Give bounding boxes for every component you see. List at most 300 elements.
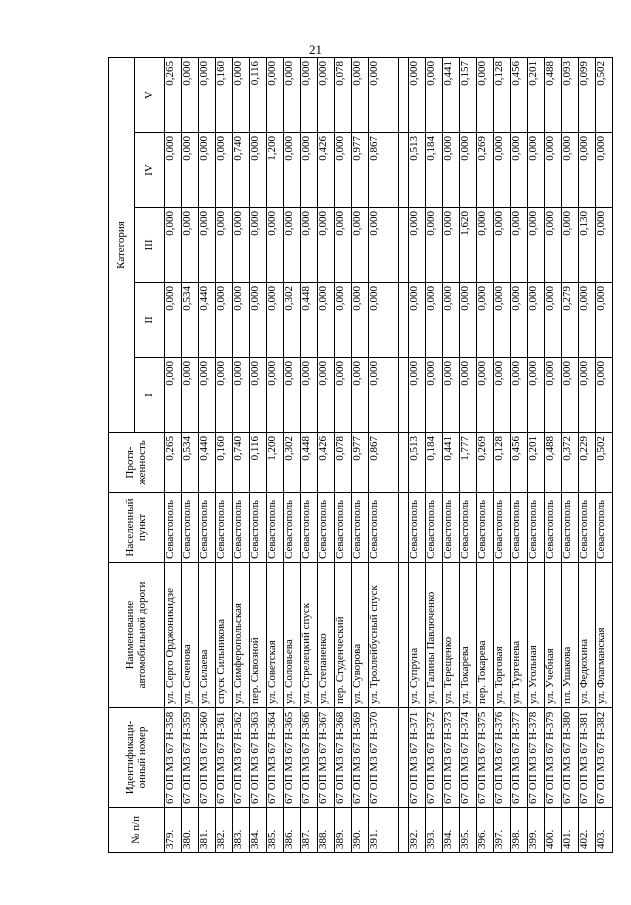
row-cat-4: 0,000 (460, 133, 477, 208)
row-cat-2: 0,000 (426, 283, 443, 358)
row-number: 393. (426, 808, 443, 853)
row-cat-3: 0,000 (596, 208, 613, 283)
row-length: 0,502 (596, 433, 613, 493)
row-cat-4: 0,000 (165, 133, 182, 208)
row-cat-1: 0,000 (284, 358, 301, 433)
row-road-name: пер. Сквозной (250, 563, 267, 708)
row-number: 388. (318, 808, 335, 853)
row-number: 400. (545, 808, 562, 853)
gap-cell (399, 57, 409, 132)
row-settlement: Севастополь (352, 493, 369, 563)
row-cat-1: 0,000 (528, 358, 545, 433)
row-cat-2: 0,440 (199, 283, 216, 358)
row-road-name: ул. Галины Павлюченко (426, 563, 443, 708)
row-settlement: Севастополь (267, 493, 284, 563)
row-cat-1: 0,000 (369, 358, 399, 433)
row-road-name: ул. Учебная (545, 563, 562, 708)
row-cat-3: 0,000 (301, 208, 318, 283)
row-number: 402. (579, 808, 596, 853)
row-length: 1,777 (460, 433, 477, 493)
row-settlement: Севастополь (562, 493, 579, 563)
row-road-name: ул. Серго Орджоникидзе (165, 563, 182, 708)
row-identifier: 67 ОП М3 67 Н-376 (494, 708, 511, 808)
table-body (165, 57, 613, 852)
row-length: 0,740 (233, 433, 250, 493)
row-length: 0,116 (250, 433, 267, 493)
row-cat-4: 0,000 (596, 133, 613, 208)
row-settlement: Севастополь (165, 493, 182, 563)
row-cat-1: 0,000 (596, 358, 613, 433)
row-cat-5: 0,265 (165, 57, 182, 132)
row-road-name: ул. Терещенко (443, 563, 460, 708)
row-cat-5: 0,502 (596, 57, 613, 132)
table-row (443, 57, 460, 852)
gap-cell (399, 133, 409, 208)
row-settlement: Севастополь (511, 493, 528, 563)
row-cat-3: 0,000 (165, 208, 182, 283)
table-row (494, 57, 511, 852)
row-cat-1: 0,000 (301, 358, 318, 433)
row-identifier: 67 ОП М3 67 Н-372 (426, 708, 443, 808)
row-road-name: пер. Токарева (477, 563, 494, 708)
row-cat-3: 0,000 (528, 208, 545, 283)
row-cat-2: 0,000 (216, 283, 233, 358)
row-road-name: ул. Степаненко (318, 563, 335, 708)
row-cat-5: 0,000 (301, 57, 318, 132)
row-cat-1: 0,000 (545, 358, 562, 433)
table-row (250, 57, 267, 852)
row-cat-1: 0,000 (477, 358, 494, 433)
row-cat-2: 0,000 (596, 283, 613, 358)
table-row (165, 57, 182, 852)
row-cat-2: 0,000 (267, 283, 284, 358)
row-identifier: 67 ОП М3 67 Н-373 (443, 708, 460, 808)
row-settlement: Севастополь (409, 493, 426, 563)
row-length: 0,372 (562, 433, 579, 493)
table-row (511, 57, 528, 852)
row-length: 1,200 (267, 433, 284, 493)
row-cat-4: 0,000 (579, 133, 596, 208)
row-length: 0,488 (545, 433, 562, 493)
row-identifier: 67 ОП М3 67 Н-377 (511, 708, 528, 808)
row-cat-4: 0,000 (216, 133, 233, 208)
row-cat-3: 0,000 (267, 208, 284, 283)
row-cat-5: 0,078 (335, 57, 352, 132)
row-length: 0,078 (335, 433, 352, 493)
row-settlement: Севастополь (233, 493, 250, 563)
row-cat-5: 0,000 (284, 57, 301, 132)
row-settlement: Севастополь (335, 493, 352, 563)
row-cat-2: 0,000 (494, 283, 511, 358)
table-row (267, 57, 284, 852)
row-length: 0,534 (182, 433, 199, 493)
header-num: № п/п (109, 808, 165, 853)
table-row (301, 57, 318, 852)
row-length: 0,441 (443, 433, 460, 493)
header-cat-1: I (135, 358, 165, 433)
row-identifier: 67 ОП М3 67 Н-363 (250, 708, 267, 808)
row-length: 0,128 (494, 433, 511, 493)
table-row (545, 57, 562, 852)
table-row (426, 57, 443, 852)
row-number: 392. (409, 808, 426, 853)
row-cat-2: 0,000 (409, 283, 426, 358)
row-cat-3: 0,000 (250, 208, 267, 283)
row-cat-5: 0,201 (528, 57, 545, 132)
row-cat-4: 0,269 (477, 133, 494, 208)
row-cat-2: 0,000 (352, 283, 369, 358)
row-cat-1: 0,000 (250, 358, 267, 433)
row-cat-5: 0,000 (477, 57, 494, 132)
row-number: 401. (562, 808, 579, 853)
row-road-name: спуск Сильникова (216, 563, 233, 708)
row-cat-1: 0,000 (443, 358, 460, 433)
row-road-name: ул. Федюхина (579, 563, 596, 708)
row-cat-2: 0,279 (562, 283, 579, 358)
row-cat-5: 0,160 (216, 57, 233, 132)
row-cat-3: 0,000 (199, 208, 216, 283)
row-cat-4: 0,740 (233, 133, 250, 208)
table-row (579, 57, 596, 852)
row-settlement: Севастополь (426, 493, 443, 563)
table-row (335, 57, 352, 852)
row-length: 0,160 (216, 433, 233, 493)
row-cat-3: 0,000 (335, 208, 352, 283)
row-cat-3: 0,000 (182, 208, 199, 283)
row-settlement: Севастополь (199, 493, 216, 563)
row-road-name: ул. Сеченова (182, 563, 199, 708)
row-cat-1: 0,000 (409, 358, 426, 433)
row-cat-5: 0,000 (182, 57, 199, 132)
row-identifier: 67 ОП М3 67 Н-378 (528, 708, 545, 808)
row-settlement: Севастополь (369, 493, 399, 563)
row-cat-1: 0,000 (562, 358, 579, 433)
row-settlement: Севастополь (284, 493, 301, 563)
row-cat-1: 0,000 (460, 358, 477, 433)
row-length: 0,201 (528, 433, 545, 493)
row-number: 386. (284, 808, 301, 853)
row-cat-1: 0,000 (494, 358, 511, 433)
row-cat-2: 0,302 (284, 283, 301, 358)
table-row (199, 57, 216, 852)
row-number: 382. (216, 808, 233, 853)
row-cat-3: 0,000 (511, 208, 528, 283)
row-length: 0,426 (318, 433, 335, 493)
row-road-name: ул. Стрелецкий спуск (301, 563, 318, 708)
row-road-name: ул. Торговая (494, 563, 511, 708)
row-cat-4: 0,513 (409, 133, 426, 208)
row-cat-1: 0,000 (182, 358, 199, 433)
row-cat-3: 0,000 (562, 208, 579, 283)
row-road-name: ул. Токарева (460, 563, 477, 708)
row-cat-5: 0,093 (562, 57, 579, 132)
row-cat-2: 0,000 (318, 283, 335, 358)
row-settlement: Севастополь (528, 493, 545, 563)
row-settlement: Севастополь (545, 493, 562, 563)
row-cat-3: 0,000 (426, 208, 443, 283)
gap-cell (399, 808, 409, 853)
row-cat-1: 0,000 (335, 358, 352, 433)
row-number: 397. (494, 808, 511, 853)
row-number: 391. (369, 808, 399, 853)
row-cat-1: 0,000 (352, 358, 369, 433)
row-cat-2: 0,448 (301, 283, 318, 358)
row-settlement: Севастополь (460, 493, 477, 563)
row-cat-1: 0,000 (233, 358, 250, 433)
row-cat-2: 0,000 (528, 283, 545, 358)
row-number: 381. (199, 808, 216, 853)
header-cat-4: IV (135, 133, 165, 208)
table-row (460, 57, 477, 852)
row-cat-2: 0,000 (579, 283, 596, 358)
row-cat-4: 0,000 (528, 133, 545, 208)
row-identifier: 67 ОП М3 67 Н-371 (409, 708, 426, 808)
row-road-name: ул. Флагманская (596, 563, 613, 708)
header-name: Наименование автомобильной дороги (109, 563, 165, 708)
row-cat-4: 0,977 (352, 133, 369, 208)
gap-cell (399, 433, 409, 493)
row-cat-1: 0,000 (426, 358, 443, 433)
row-cat-4: 0,426 (318, 133, 335, 208)
row-cat-1: 0,000 (318, 358, 335, 433)
row-cat-3: 0,000 (545, 208, 562, 283)
row-cat-2: 0,000 (511, 283, 528, 358)
row-road-name: ул. Силаева (199, 563, 216, 708)
row-cat-2: 0,000 (335, 283, 352, 358)
row-identifier: 67 ОП М3 67 Н-362 (233, 708, 250, 808)
header-length: Протя-женность (109, 433, 165, 493)
row-cat-2: 0,000 (369, 283, 399, 358)
row-cat-5: 0,456 (511, 57, 528, 132)
row-cat-3: 0,000 (284, 208, 301, 283)
row-settlement: Севастополь (301, 493, 318, 563)
row-identifier: 67 ОП М3 67 Н-370 (369, 708, 399, 808)
row-road-name: ул. Супруна (409, 563, 426, 708)
row-cat-2: 0,534 (182, 283, 199, 358)
table-row (409, 57, 426, 852)
row-cat-3: 0,000 (318, 208, 335, 283)
row-identifier: 67 ОП М3 67 Н-380 (562, 708, 579, 808)
row-cat-5: 0,000 (426, 57, 443, 132)
row-length: 0,184 (426, 433, 443, 493)
row-cat-2: 0,000 (545, 283, 562, 358)
row-cat-4: 0,000 (301, 133, 318, 208)
row-cat-3: 1,620 (460, 208, 477, 283)
table-row (284, 57, 301, 852)
row-identifier: 67 ОП М3 67 Н-374 (460, 708, 477, 808)
row-cat-3: 0,000 (233, 208, 250, 283)
row-identifier: 67 ОП М3 67 Н-358 (165, 708, 182, 808)
row-cat-3: 0,000 (494, 208, 511, 283)
table-row (562, 57, 579, 852)
row-cat-5: 0,116 (250, 57, 267, 132)
row-cat-4: 0,000 (511, 133, 528, 208)
gap-cell (399, 208, 409, 283)
row-length: 0,265 (165, 433, 182, 493)
table-header (109, 57, 165, 852)
row-length: 0,269 (477, 433, 494, 493)
table-row (596, 57, 613, 852)
table-row (216, 57, 233, 852)
row-cat-4: 0,867 (369, 133, 399, 208)
table-row (528, 57, 545, 852)
row-cat-5: 0,000 (409, 57, 426, 132)
row-length: 0,440 (199, 433, 216, 493)
row-settlement: Севастополь (579, 493, 596, 563)
row-identifier: 67 ОП М3 67 Н-365 (284, 708, 301, 808)
row-cat-4: 0,000 (494, 133, 511, 208)
row-number: 403. (596, 808, 613, 853)
row-cat-5: 0,441 (443, 57, 460, 132)
row-cat-1: 0,000 (216, 358, 233, 433)
row-number: 379. (165, 808, 182, 853)
table-gap (399, 57, 409, 852)
row-road-name: пл. Ушакова (562, 563, 579, 708)
row-cat-5: 0,128 (494, 57, 511, 132)
table-row (182, 57, 199, 852)
row-road-name: ул. Троллейбусный спуск (369, 563, 399, 708)
row-number: 387. (301, 808, 318, 853)
table-row (318, 57, 335, 852)
row-cat-3: 0,000 (369, 208, 399, 283)
row-cat-4: 0,000 (284, 133, 301, 208)
row-settlement: Севастополь (182, 493, 199, 563)
rotated-table-container (108, 58, 610, 853)
header-category: Категория (109, 57, 135, 432)
roads-table (108, 57, 613, 853)
row-number: 390. (352, 808, 369, 853)
row-cat-1: 0,000 (511, 358, 528, 433)
row-road-name: ул. Угольная (528, 563, 545, 708)
row-settlement: Севастополь (596, 493, 613, 563)
row-length: 0,456 (511, 433, 528, 493)
row-cat-2: 0,000 (165, 283, 182, 358)
row-length: 0,302 (284, 433, 301, 493)
row-settlement: Севастополь (250, 493, 267, 563)
row-number: 398. (511, 808, 528, 853)
header-place: Населенный пункт (109, 493, 165, 563)
row-road-name: ул. Суворова (352, 563, 369, 708)
row-cat-4: 0,000 (443, 133, 460, 208)
row-settlement: Севастополь (443, 493, 460, 563)
gap-cell (399, 563, 409, 708)
row-road-name: ул. Соловьева (284, 563, 301, 708)
row-cat-3: 0,130 (579, 208, 596, 283)
row-cat-4: 0,000 (199, 133, 216, 208)
row-identifier: 67 ОП М3 67 Н-369 (352, 708, 369, 808)
header-cat-3: III (135, 208, 165, 283)
header-cat-2: II (135, 283, 165, 358)
row-identifier: 67 ОП М3 67 Н-375 (477, 708, 494, 808)
row-cat-4: 0,000 (545, 133, 562, 208)
row-cat-3: 0,000 (443, 208, 460, 283)
row-cat-5: 0,000 (233, 57, 250, 132)
row-number: 383. (233, 808, 250, 853)
row-cat-4: 0,000 (250, 133, 267, 208)
row-identifier: 67 ОП М3 67 Н-359 (182, 708, 199, 808)
row-identifier: 67 ОП М3 67 Н-368 (335, 708, 352, 808)
row-identifier: 67 ОП М3 67 Н-364 (267, 708, 284, 808)
row-road-name: ул. Тургенева (511, 563, 528, 708)
row-number: 389. (335, 808, 352, 853)
row-cat-5: 0,000 (199, 57, 216, 132)
table-row (233, 57, 250, 852)
row-identifier: 67 ОП М3 67 Н-382 (596, 708, 613, 808)
row-number: 399. (528, 808, 545, 853)
table-row (369, 57, 399, 852)
row-number: 384. (250, 808, 267, 853)
row-identifier: 67 ОП М3 67 Н-367 (318, 708, 335, 808)
row-settlement: Севастополь (494, 493, 511, 563)
row-number: 395. (460, 808, 477, 853)
row-cat-5: 0,099 (579, 57, 596, 132)
row-cat-5: 0,000 (369, 57, 399, 132)
row-cat-2: 0,000 (477, 283, 494, 358)
row-cat-4: 0,184 (426, 133, 443, 208)
row-cat-4: 1,200 (267, 133, 284, 208)
row-cat-4: 0,000 (562, 133, 579, 208)
row-number: 394. (443, 808, 460, 853)
row-identifier: 67 ОП М3 67 Н-361 (216, 708, 233, 808)
row-road-name: ул. Советская (267, 563, 284, 708)
row-settlement: Севастополь (477, 493, 494, 563)
page-number: 21 (309, 42, 322, 57)
row-number: 380. (182, 808, 199, 853)
row-cat-1: 0,000 (199, 358, 216, 433)
row-identifier: 67 ОП М3 67 Н-366 (301, 708, 318, 808)
row-cat-4: 0,000 (335, 133, 352, 208)
row-cat-3: 0,000 (352, 208, 369, 283)
row-cat-3: 0,000 (477, 208, 494, 283)
row-cat-2: 0,000 (443, 283, 460, 358)
row-number: 385. (267, 808, 284, 853)
row-road-name: ул. Симферопольская (233, 563, 250, 708)
table-row (477, 57, 494, 852)
row-length: 0,448 (301, 433, 318, 493)
row-length: 0,229 (579, 433, 596, 493)
row-road-name: пер. Студенческий (335, 563, 352, 708)
row-settlement: Севастополь (318, 493, 335, 563)
row-cat-2: 0,000 (250, 283, 267, 358)
row-cat-4: 0,000 (182, 133, 199, 208)
gap-cell (399, 493, 409, 563)
header-cat-5: V (135, 57, 165, 132)
row-cat-5: 0,000 (352, 57, 369, 132)
row-cat-5: 0,157 (460, 57, 477, 132)
row-length: 0,977 (352, 433, 369, 493)
row-cat-1: 0,000 (267, 358, 284, 433)
table-row (352, 57, 369, 852)
row-cat-2: 0,000 (460, 283, 477, 358)
row-length: 0,867 (369, 433, 399, 493)
row-identifier: 67 ОП М3 67 Н-379 (545, 708, 562, 808)
row-identifier: 67 ОП М3 67 Н-360 (199, 708, 216, 808)
row-cat-5: 0,000 (267, 57, 284, 132)
row-cat-5: 0,000 (318, 57, 335, 132)
row-identifier: 67 ОП М3 67 Н-381 (579, 708, 596, 808)
gap-cell (399, 283, 409, 358)
row-cat-3: 0,000 (409, 208, 426, 283)
gap-cell (399, 358, 409, 433)
row-settlement: Севастополь (216, 493, 233, 563)
row-cat-3: 0,000 (216, 208, 233, 283)
row-cat-1: 0,000 (579, 358, 596, 433)
row-number: 396. (477, 808, 494, 853)
row-length: 0,513 (409, 433, 426, 493)
header-id: Идентификаци-онный номер (109, 708, 165, 808)
gap-cell (399, 708, 409, 808)
row-cat-2: 0,000 (233, 283, 250, 358)
